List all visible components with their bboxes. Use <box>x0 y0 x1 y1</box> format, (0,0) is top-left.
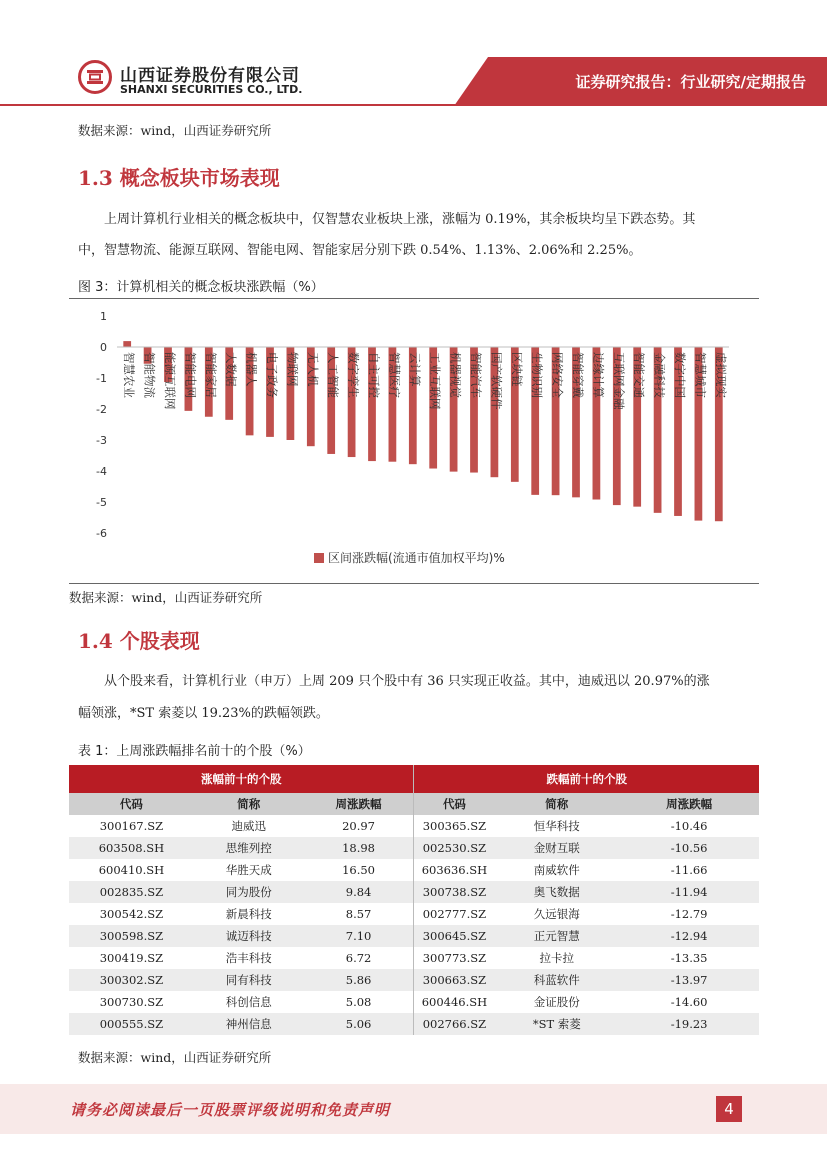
header-divider <box>0 104 827 106</box>
cell-up-change: 8.57 <box>304 903 414 925</box>
cell-down-code: 002777.SZ <box>414 903 494 925</box>
category-label: 互联网金融 <box>611 352 626 410</box>
company-name-en: SHANXI SECURITIES CO., LTD. <box>120 83 303 96</box>
y-tick-label: -6 <box>96 527 107 540</box>
figure-top-rule <box>69 298 759 299</box>
cell-down-change: -12.94 <box>619 925 759 947</box>
y-tick-label: -1 <box>96 372 107 385</box>
cell-down-name: 科蓝软件 <box>494 969 619 991</box>
table-1-title: 表 1：上周涨跌幅排名前十的个股（%） <box>78 744 311 759</box>
cell-up-change: 5.06 <box>304 1013 414 1035</box>
cell-down-code: 600446.SH <box>414 991 494 1013</box>
company-logo-icon <box>78 60 112 94</box>
cell-down-change: -12.79 <box>619 903 759 925</box>
cell-up-code: 600410.SH <box>69 859 194 881</box>
category-label: 数字孪生 <box>346 352 361 398</box>
section-1-3-paragraph-line2: 中，智慧物流、能源互联网、智能电网、智能家居分别下跌 0.54%、1.13%、2.06%和 2.25%。 <box>78 243 642 258</box>
y-tick-label: 1 <box>100 310 107 323</box>
table-row <box>69 991 759 1013</box>
category-label: 智能电网 <box>183 352 198 398</box>
col-header-code: 代码 <box>414 793 494 815</box>
category-label: 智慧医疗 <box>387 352 402 398</box>
figure-bottom-rule <box>69 583 759 584</box>
cell-down-name: 奥飞数据 <box>494 881 619 903</box>
category-label: 网络安全 <box>550 352 565 398</box>
col-header-name: 简称 <box>494 793 619 815</box>
category-label: 云计算 <box>407 352 422 387</box>
category-label: 无人机 <box>305 352 320 387</box>
y-tick-label: -5 <box>96 496 107 509</box>
category-label: 金融科技 <box>652 352 667 398</box>
cell-up-code: 002835.SZ <box>69 881 194 903</box>
cell-down-change: -19.23 <box>619 1013 759 1035</box>
cell-up-change: 5.08 <box>304 991 414 1013</box>
cell-down-code: 300645.SZ <box>414 925 494 947</box>
cell-down-code: 002766.SZ <box>414 1013 494 1035</box>
cell-down-name: 久远银海 <box>494 903 619 925</box>
cell-up-code: 300167.SZ <box>69 815 194 837</box>
concept-sector-chart <box>69 300 759 585</box>
cell-up-change: 9.84 <box>304 881 414 903</box>
cell-up-code: 300302.SZ <box>69 969 194 991</box>
cell-up-code: 300542.SZ <box>69 903 194 925</box>
table-row <box>69 815 759 837</box>
cell-up-code: 300419.SZ <box>69 947 194 969</box>
section-1-3-paragraph-line1: 上周计算机行业相关的概念板块中，仅智慧农业板块上涨，涨幅为 0.19%，其余板块均呈下跌态势。其 <box>104 212 696 227</box>
category-label: 智慧农业 <box>122 352 137 398</box>
col-header-change: 周涨跌幅 <box>304 793 414 815</box>
cell-down-change: -11.94 <box>619 881 759 903</box>
legend-swatch <box>314 553 324 563</box>
table-row <box>69 903 759 925</box>
category-label: 能源互联网 <box>163 352 177 410</box>
y-axis-labels <box>96 310 107 540</box>
category-label: 数字中国 <box>673 352 687 398</box>
category-label: 区块链 <box>509 352 524 387</box>
cell-down-change: -14.60 <box>619 991 759 1013</box>
cell-down-name: 金证股份 <box>494 991 619 1013</box>
cell-up-change: 18.98 <box>304 837 414 859</box>
figure-3-title: 图 3：计算机相关的概念板块涨跌幅（%） <box>78 280 324 295</box>
cell-up-name: 同为股份 <box>194 881 304 903</box>
cell-up-name: 同有科技 <box>194 969 304 991</box>
category-label: 智能物流 <box>142 352 157 398</box>
cell-up-change: 6.72 <box>304 947 414 969</box>
cell-up-change: 5.86 <box>304 969 414 991</box>
category-label: 机器人 <box>244 352 259 387</box>
category-label: 电子政务 <box>265 352 279 398</box>
section-1-4-paragraph-line1: 从个股来看，计算机行业（申万）上周 209 只个股中有 36 只实现正收益。其中，迪威迅以 20.97%的涨 <box>104 674 710 689</box>
category-label: 智慧城市 <box>693 352 708 398</box>
cell-up-name: 浩丰科技 <box>194 947 304 969</box>
group-header-up: 涨幅前十的个股 <box>69 765 414 793</box>
cell-down-code: 300773.SZ <box>414 947 494 969</box>
category-label: 边缘计算 <box>591 352 606 398</box>
category-label: 智能汽车 <box>469 352 483 398</box>
category-label: 生物识别 <box>530 352 545 398</box>
cell-down-code: 002530.SZ <box>414 837 494 859</box>
table-row <box>69 969 759 991</box>
table-row <box>69 859 759 881</box>
cell-up-code: 300730.SZ <box>69 991 194 1013</box>
col-header-code: 代码 <box>69 793 194 815</box>
cell-down-code: 300365.SZ <box>414 815 494 837</box>
top-ten-stocks-table <box>69 765 759 1035</box>
col-header-name: 简称 <box>194 793 304 815</box>
cell-up-name: 迪威迅 <box>194 815 304 837</box>
y-tick-label: -4 <box>96 465 107 478</box>
category-label: 智能交通 <box>632 352 647 398</box>
cell-down-name: 正元智慧 <box>494 925 619 947</box>
cell-down-code: 603636.SH <box>414 859 494 881</box>
category-label: 大数据 <box>224 352 239 387</box>
category-label: 工业互联网 <box>428 352 443 410</box>
table-row <box>69 881 759 903</box>
cell-down-name: 南威软件 <box>494 859 619 881</box>
cell-up-name: 神州信息 <box>194 1013 304 1035</box>
table-row <box>69 1013 759 1035</box>
category-label: 物联网 <box>285 352 300 387</box>
category-label: 人工智能 <box>326 352 341 398</box>
report-type: 证券研究报告：行业研究/定期报告 <box>575 73 806 91</box>
cell-up-name: 华胜天成 <box>194 859 304 881</box>
cell-up-code: 000555.SZ <box>69 1013 194 1035</box>
cell-up-code: 300598.SZ <box>69 925 194 947</box>
y-tick-label: 0 <box>100 341 107 354</box>
cell-down-change: -13.97 <box>619 969 759 991</box>
cell-up-name: 新晨科技 <box>194 903 304 925</box>
cell-up-name: 科创信息 <box>194 991 304 1013</box>
category-label: 智能穿戴 <box>571 352 585 398</box>
cell-up-change: 16.50 <box>304 859 414 881</box>
category-label: 国产软硬件 <box>489 352 504 410</box>
cell-down-change: -11.66 <box>619 859 759 881</box>
company-name-cn: 山西证券股份有限公司 <box>120 66 300 86</box>
cell-down-change: -13.35 <box>619 947 759 969</box>
section-title-1-4: 1.4 个股表现 <box>78 629 200 653</box>
data-source-bottom: 数据来源：wind，山西证券研究所 <box>78 1050 272 1065</box>
cell-up-name: 诚迈科技 <box>194 925 304 947</box>
cell-up-name: 思维列控 <box>194 837 304 859</box>
cell-down-code: 300738.SZ <box>414 881 494 903</box>
cell-down-change: -10.56 <box>619 837 759 859</box>
bar <box>123 341 131 347</box>
data-source-mid: 数据来源：wind，山西证券研究所 <box>69 590 263 605</box>
legend-label: 区间涨跌幅(流通市值加权平均)% <box>328 551 505 565</box>
category-label: 虚拟现实 <box>713 352 728 398</box>
y-tick-label: -3 <box>96 434 107 447</box>
cell-up-change: 20.97 <box>304 815 414 837</box>
cell-down-name: 恒华科技 <box>494 815 619 837</box>
category-label: 机器视觉 <box>448 352 463 398</box>
table-row <box>69 947 759 969</box>
cell-up-change: 7.10 <box>304 925 414 947</box>
cell-down-name: 拉卡拉 <box>494 947 619 969</box>
cell-down-name: *ST 索菱 <box>494 1013 619 1035</box>
cell-down-name: 金财互联 <box>494 837 619 859</box>
cell-down-change: -10.46 <box>619 815 759 837</box>
section-title-1-3: 1.3 概念板块市场表现 <box>78 166 280 190</box>
section-1-4-paragraph-line2: 幅领涨，*ST 索菱以 19.23%的跌幅领跌。 <box>78 706 329 721</box>
cell-up-code: 603508.SH <box>69 837 194 859</box>
group-header-down: 跌幅前十的个股 <box>414 765 759 793</box>
data-source-top: 数据来源：wind，山西证券研究所 <box>78 123 272 138</box>
category-label: 自主可控 <box>367 352 381 398</box>
page-number: 4 <box>716 1096 742 1122</box>
table-row <box>69 837 759 859</box>
cell-down-code: 300663.SZ <box>414 969 494 991</box>
y-tick-label: -2 <box>96 403 107 416</box>
table-row <box>69 925 759 947</box>
disclaimer-notice: 请务必阅读最后一页股票评级说明和免责声明 <box>70 1101 391 1119</box>
col-header-change: 周涨跌幅 <box>619 793 759 815</box>
category-label: 智能家居 <box>203 352 218 398</box>
